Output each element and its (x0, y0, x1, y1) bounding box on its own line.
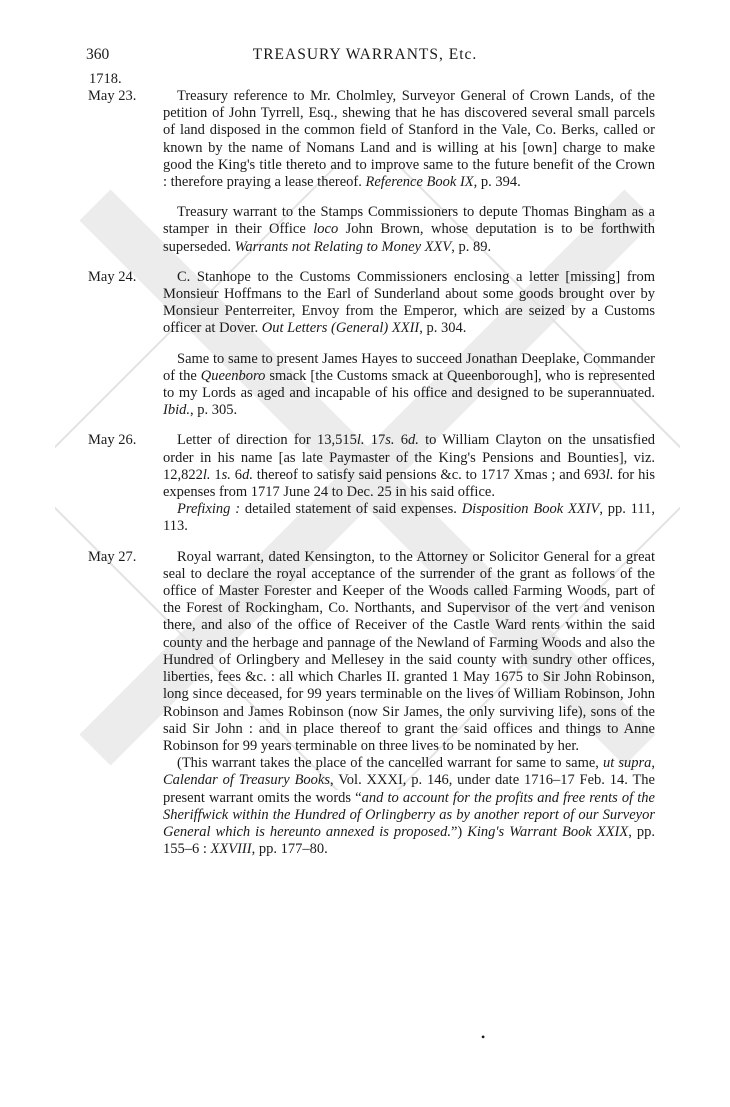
entry-paragraph: Letter of direction for 13,515l. 17s. 6d. to William Clayton on the unsatisfied order in his name [as late Paymaster of the King's Pensions and Bounties], viz. 12,822l. 1s. 6d. thereof to satisfy said pensions &c. to 1717 Xmas ; and 693l. for his expenses from 1717 June 24 to Dec. 25 in his said office. (163, 432, 656, 501)
entry-paragraph: Treasury reference to Mr. Cholmley, Surveyor General of Crown Lands, of the petition of John Tyrrell, Esq., shewing that he has discovered several small parcels of land disposed in the common field of Stanford in the Vale, Co. Berks, called or known by the name of Nomans Land and is willing at his [own] charge to make good the King's title thereto and to improve same to the future benefit of the Crown : therefore praying a lease thereof. Reference Book IX, p. 394. (163, 88, 655, 191)
entry-paragraph: Prefixing : detailed statement of said expenses. Disposition Book XXIV, pp. 111, 113. (163, 501, 655, 535)
year-label: 1718. (89, 71, 122, 87)
entry (0, 88, 730, 191)
entry-paragraph: C. Stanhope to the Customs Commissioners enclosing a letter [missing] from Monsieur Hoffmans to the Earl of Sunderland about some goods brought over by Monsieur Penterreiter, Envoy from the Emperor, which are seized by a Customs officer at Dover. Out Letters (General) XXII, p. 304. (163, 268, 655, 337)
entry-body (163, 432, 655, 535)
entry-body (163, 204, 655, 256)
entry (0, 549, 730, 859)
entry-date: May 26. (88, 432, 137, 449)
entry (0, 432, 730, 535)
page-header (0, 46, 730, 70)
footer-mark: • (481, 1030, 486, 1044)
entry-paragraph: Royal warrant, dated Kensington, to the Attorney or Solicitor General for a great seal to declare the royal acceptance of the surrender of the grant as follows of the office of Master Forester and Keeper of the Woods called Farming Woods, part of the Forest of Rockingham, Co. Northants, and Supervisor of the vert and venison there, and also of the office of Receiver of the Castle Ward rents within the said county and the herbage and pannage of the Newland of Farming Woods and also the Hundred of Orlingbery and Mellesey in the said county with sundry other offices, liberties, fees &c. : all which Charles II. granted 1 May 1675 to Sir John Robinson, long since deceased, for 99 years terminable on the lives of William Robinson, John Robinson and James Robinson (now Sir James, the only surviving life), sons of the said Sir John : and in place thereof to grant the said offices and things to Anne Robinson for 99 years terminable on three lives to be nominated by her. (163, 548, 655, 754)
entries-list (0, 88, 730, 871)
entry-paragraph: Treasury warrant to the Stamps Commissioners to depute Thomas Bingham as a stamper in their Office loco John Brown, whose deputation is to be forthwith superseded. Warrants not Relating to Money XXV, p. 89. (163, 204, 655, 255)
entry-body (163, 351, 655, 420)
entry (0, 204, 730, 256)
entry-body (163, 269, 655, 338)
running-head: TREASURY WARRANTS, Etc. (252, 46, 478, 63)
entry-body (163, 88, 655, 191)
entry-date: May 24. (88, 268, 137, 285)
entry-body (163, 549, 655, 859)
entry-paragraph: Same to same to present James Hayes to succeed Jonathan Deeplake, Commander of the Queenboro smack [the Customs smack at Queenborough], who is represented to my Lords as aged and incapable of his office and designed to be superannuated. Ibid., p. 305. (163, 350, 655, 419)
entry-date: May 23. (88, 88, 137, 104)
page-number: 360 (86, 46, 110, 63)
entry-date: May 27. (88, 548, 137, 565)
entry (0, 269, 730, 338)
entry (0, 351, 730, 420)
entry-paragraph: (This warrant takes the place of the cancelled warrant for same to same, ut supra, Calendar of Treasury Books, Vol. XXXI, p. 146, under date 1716–17 Feb. 14. The present warrant omits the words “and to account for the profits and free rents of the Sheriffwick within the Hundred of Orlingberry as by another report of our Surveyor General which is hereunto annexed is proposed.”) King's Warrant Book XXIX, pp. 155–6 : XXVIII, pp. 177–80. (163, 755, 655, 858)
